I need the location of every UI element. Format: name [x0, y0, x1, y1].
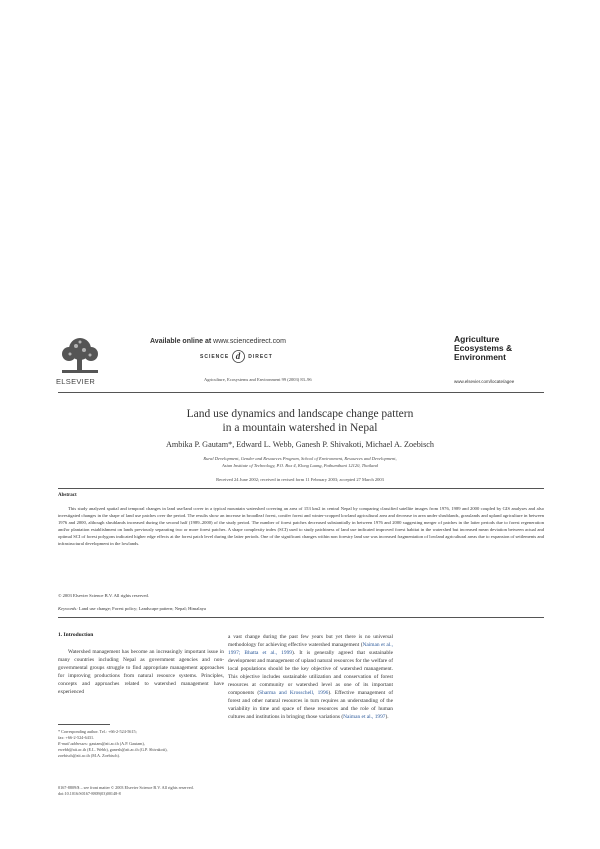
abstract-bottom-divider [58, 617, 544, 618]
keywords [58, 606, 206, 611]
sciencedirect-logo [200, 350, 273, 363]
abstract-text: This study analyzed spatial and temporal changes in land use/land cover in a typical mountain watershed covering an area of 153 km2 in central Nepal by comparing classified satellite images from 1976, 1989 and 2000 coupled by GIS analyses and also investigated changes in the shape of land use patches over the period. The results show an increase in broadleaf forest, conifer forest and winter-cropped lowland agricultural area and decrease in area under shrublands, grasslands and upland agriculture in between 1976 and 2000, although shrublands increased during the second half (1989–2000) of the study period. The number of forest patches decreased substantially in between 1976 and 2000 suggesting merger of patches in the latter periods due to forest regeneration and/or plantation establishment on lands previously separating two or more forest patches. A shape complexity index (SCI) used to study patchiness of land use indicated improved forest habitat in the watershed but increased mean deviation between actual and optimal SCI of forest polygons indicated higher edge effects at the forest patch level during the latter periods. One of the significant changes within non forestry land use was increased fragmentation of lowland agricultural areas due to expansion of settlements and infrastructural development in the lowlands. [58, 506, 544, 547]
front-matter-info [58, 785, 194, 797]
article-title [0, 407, 600, 435]
email-label: E-mail addresses: [58, 741, 89, 747]
footnote-line-5: zoebisch@ait.ac.th (M.A. Zoebisch). [58, 753, 120, 759]
sd-mark-letter: d [235, 351, 242, 362]
header-divider [58, 392, 544, 393]
journal-url[interactable]: www.elsevier.com/locate/agee [454, 379, 515, 384]
footnote-line-2: fax: +66-2-524-6431. [58, 735, 95, 741]
journal-logo-line-2: Ecosystems & [454, 343, 513, 353]
footnote-divider [58, 724, 110, 725]
sciencedirect-link[interactable]: www.sciencedirect.com [213, 338, 286, 345]
sciencedirect-mark-icon [232, 350, 245, 363]
intro-right-column [228, 633, 393, 722]
intro-right-text-b: ). It is generally agreed that sustainable development and management of upland natural resources for the welfare of local populations should be the key objective of watershed management. This objective includes sustainable utilization and conservation of forest resources at community or watershed level as one of its important components ( [228, 650, 393, 697]
sd-right-text: DIRECT [248, 353, 273, 360]
citation-link[interactable]: Naiman et al., 1997 [343, 714, 386, 721]
author-list: Ambika P. Gautam*, Edward L. Webb, Ganesh P. Shivakoti, Michael A. Zoebisch [166, 440, 434, 449]
affiliation-line-2: Asian Institute of Technology, P.O. Box 4, Klong Luang, Pathumthani 12120, Thailand [222, 462, 378, 468]
journal-citation: Agriculture, Ecosystems and Environment 99 (2003) 83–96 [204, 377, 312, 382]
citation-link[interactable]: Naiman et al., 1997; Bhatta et al., 1999 [228, 642, 393, 657]
available-online-line [150, 338, 286, 345]
affiliation-line-1: Rural Development, Gender and Resources Program, School of Environment, Resources and Development, [203, 456, 397, 461]
citation-link[interactable]: Sharma and Krosschell, 1996 [259, 690, 329, 697]
issn-line: 0167-8809/$ – see front matter © 2003 Elsevier Science B.V. All rights reserved. [58, 785, 194, 790]
journal-logo-line-1: Agriculture [454, 334, 500, 344]
intro-right-text-a: a vast change during the past few years but yet there is no universal methodology for achieving effective watershed management ( [228, 634, 393, 649]
publisher-name: ELSEVIER [56, 377, 96, 386]
elsevier-tree-logo-icon [58, 336, 102, 376]
title-line-1: Land use dynamics and landscape change pattern [186, 408, 414, 420]
received-dates: Received 24 June 2002; received in revised form 11 February 2003; accepted 27 March 2003 [216, 477, 384, 482]
intro-left-column: Watershed management has become an increasingly important issue in many countries including Nepal as government agencies and non-governmental groups struggle to find appropriate management approaches for improving productions from natural resource systems. Principles, concepts and approaches related to watershed management have experienced [58, 649, 224, 696]
abstract-top-divider [58, 488, 544, 489]
title-line-2: in a mountain watershed in Nepal [222, 422, 378, 434]
abstract-copyright: © 2003 Elsevier Science B.V. All rights reserved. [58, 593, 149, 598]
sd-left-text: SCIENCE [200, 353, 230, 360]
abstract-heading: Abstract [58, 493, 77, 498]
footnote-line-1: * Corresponding author. Tel.: +66-2-524-5615; [58, 729, 137, 734]
keywords-label: Keywords: [58, 606, 78, 611]
section-heading-introduction: 1. Introduction [58, 632, 94, 638]
keywords-list: Land use change; Forest policy; Landscape pattern; Nepal; Himalaya [78, 606, 206, 611]
intro-right-text-c: ). Effective management of forest and other natural resources in turn requires an understanding of the variability in time and space of these resources and the role of human cultures and institutions in bringing those variations ( [228, 690, 394, 721]
affiliation [0, 456, 600, 469]
doi-line: doi:10.1016/S0167-8809(03)00148-8 [58, 791, 121, 797]
intro-right-text-d: ). [385, 714, 389, 721]
journal-logo-line-3: Environment [454, 352, 506, 362]
available-prefix: Available online at [150, 338, 212, 345]
footnote-line-4: ewebb@ait.ac.th (E.L. Webb), ganesh@ait.ac.th (G.P. Shivakoti), [58, 747, 168, 753]
footnote-line-3: gautam@ait.ac.th (A.P. Gautam), [89, 741, 145, 747]
corresponding-author-footnote [58, 729, 224, 759]
journal-logo [454, 335, 549, 362]
